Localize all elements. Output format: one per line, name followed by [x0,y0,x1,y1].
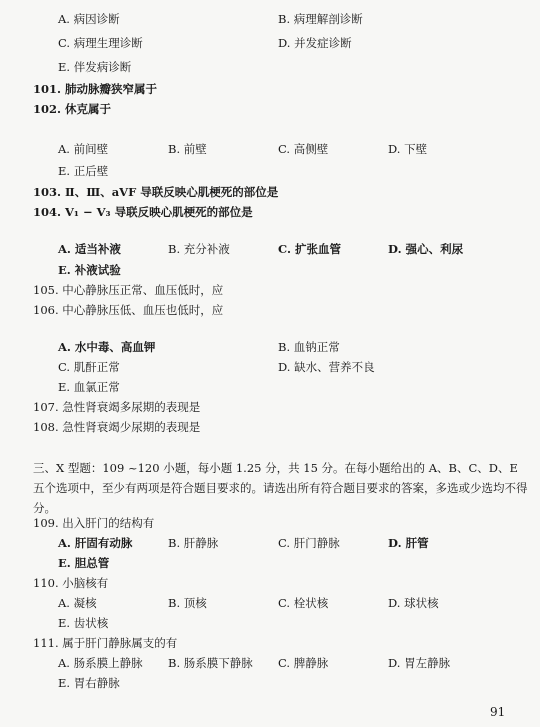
option-d: D. 并发症诊断 [278,36,352,50]
option-d: D. 胃左静脉 [388,656,451,670]
question-110: 110. 小脑核有 [33,576,109,590]
option-c: C. 肝门静脉 [278,536,340,550]
question-106: 106. 中心静脉压低、血压也低时，应 [33,303,224,317]
option-b: B. 肠系膜下静脉 [168,656,253,670]
option-a: A. 适当补液 [58,242,121,256]
option-b: B. 充分补液 [168,242,230,256]
question-108: 108. 急性肾衰竭少尿期的表现是 [33,420,201,434]
option-c: C. 扩张血管 [278,242,341,256]
option-a: A. 水中毒、高血钾 [58,340,156,354]
option-e: E. 胃右静脉 [58,676,120,690]
question-104: 104. V₁ − V₃ 导联反映心肌梗死的部位是 [33,205,253,219]
option-b: B. 前壁 [168,142,207,156]
section-3-instructions: 三、X 型题：109 ~120 小题，每小题 1.25 分，共 15 分。在每小题给出的 A、B、C、D、E 五个选项中，至少有两项是符合题目要求的。请选出所有符合题目要求的答案，多选或少选均不得分。 [33,461,528,515]
option-d: D. 下壁 [388,142,428,156]
question-105: 105. 中心静脉压正常、血压低时，应 [33,283,224,297]
option-e: E. 补液试验 [58,263,121,277]
option-a: A. 病因诊断 [58,12,120,26]
option-c: C. 病理生理诊断 [58,36,143,50]
option-e: E. 正后壁 [58,164,109,178]
option-d: D. 肝管 [388,536,429,550]
option-d: D. 缺水、营养不良 [278,360,375,374]
question-111: 111. 属于肝门静脉属支的有 [33,636,178,650]
option-c: C. 脾静脉 [278,656,329,670]
option-e: E. 胆总管 [58,556,110,570]
option-a: A. 肝固有动脉 [58,536,133,550]
page-number: 91 [490,705,506,719]
question-107: 107. 急性肾衰竭多尿期的表现是 [33,400,201,414]
option-e: E. 齿状核 [58,616,109,630]
question-109: 109. 出入肝门的结构有 [33,516,155,530]
question-101: 101. 肺动脉瓣狭窄属于 [33,82,158,96]
option-b: B. 顶核 [168,596,207,610]
question-103: 103. Ⅱ、Ⅲ、aVF 导联反映心肌梗死的部位是 [33,185,279,199]
option-e: E. 血氯正常 [58,380,120,394]
option-d: D. 强心、利尿 [388,242,464,256]
option-b: B. 血钠正常 [278,340,340,354]
question-102: 102. 休克属于 [33,102,112,116]
option-a: A. 凝核 [58,596,97,610]
option-a: A. 肠系膜上静脉 [58,656,143,670]
option-c: C. 肌酐正常 [58,360,120,374]
option-d: D. 球状核 [388,596,439,610]
option-c: C. 栓状核 [278,596,329,610]
option-b: B. 病理解剖诊断 [278,12,363,26]
option-c: C. 高侧壁 [278,142,329,156]
option-e: E. 伴发病诊断 [58,60,132,74]
option-a: A. 前间壁 [58,142,109,156]
option-b: B. 肝静脉 [168,536,219,550]
